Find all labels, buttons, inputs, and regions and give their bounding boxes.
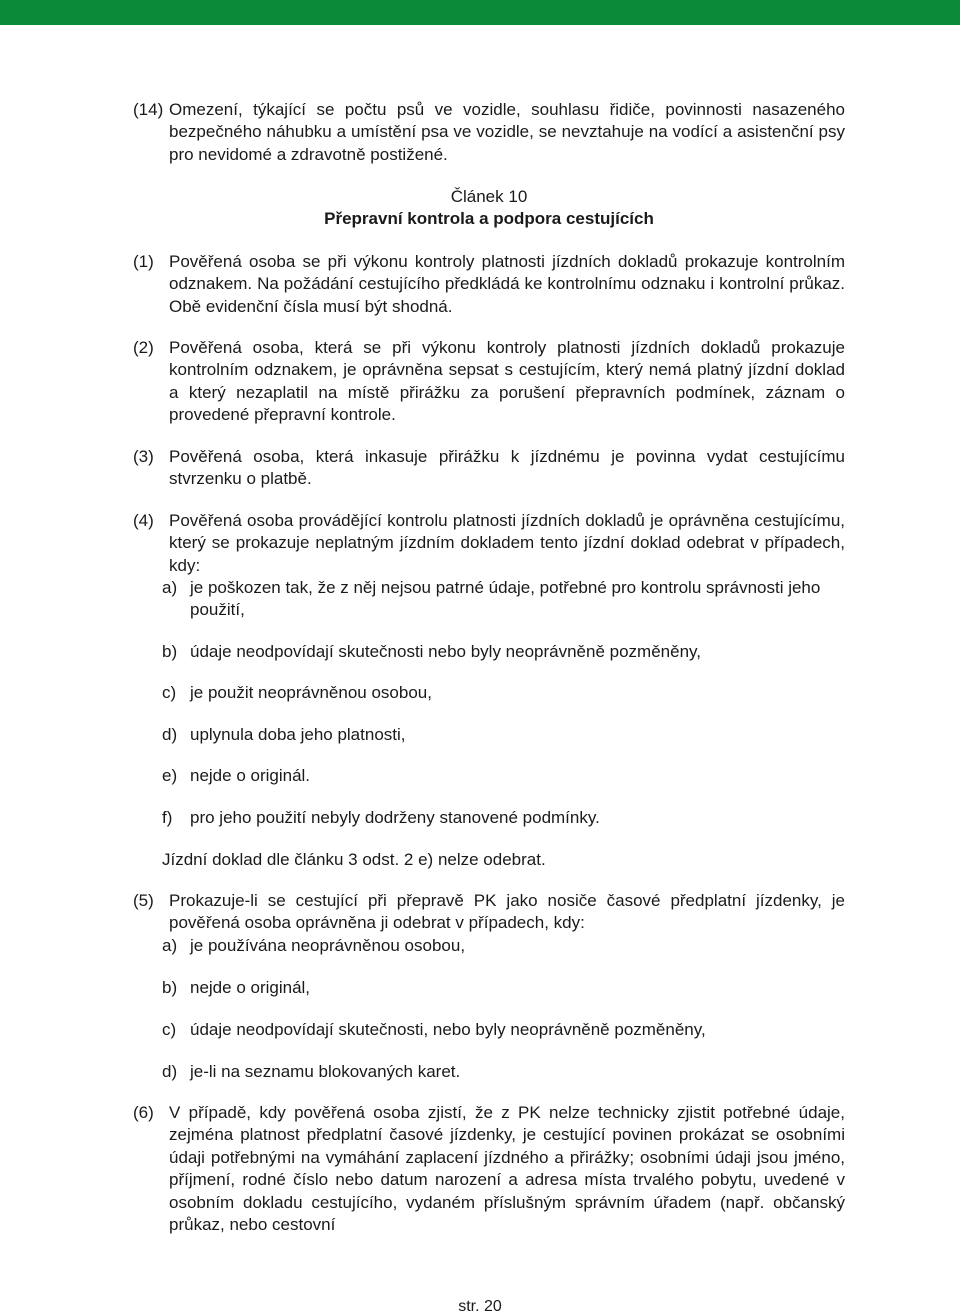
list-text: je používána neoprávněnou osobou, <box>190 936 466 955</box>
list-item <box>162 1061 846 1083</box>
paragraph-text: Pověřená osoba provádějící kontrolu platnosti jízdních dokladů je oprávněna cestujícímu, který se prokazuje neplatným jízdním dokladem tento jízdní doklad odebrat v případech, kdy: <box>169 511 845 575</box>
paragraph-text: Pověřená osoba, která se při výkonu kontroly platnosti jízdních dokladů prokazuje kontrolním odznakem, je oprávněna sepsat s cestujícím, který nemá platný jízdní doklad a který nezaplatil na místě přirážku za porušení přepravních podmínek, záznam o provedené přepravní kontrole. <box>169 338 845 425</box>
list-item <box>162 1019 846 1041</box>
paragraph-text: Pověřená osoba se při výkonu kontroly platnosti jízdních dokladů prokazuje kontrolním odznakem. Na požádání cestujícího předkládá ke kontrolnímu odznaku i kontrolní průkaz. Obě evidenční čísla musí být shodná. <box>169 252 845 316</box>
list-text: údaje neodpovídají skutečnosti, nebo byly neoprávněně pozměněny, <box>190 1020 706 1039</box>
list-item <box>162 935 846 957</box>
paragraph-number: (4) <box>133 511 154 530</box>
list-letter: f) <box>162 808 173 827</box>
paragraph-number: (1) <box>133 252 154 271</box>
list-text: nejde o originál. <box>190 766 311 785</box>
paragraph-note: Jízdní doklad dle článku 3 odst. 2 e) nelze odebrat. <box>162 850 546 869</box>
list-item <box>162 807 846 829</box>
page-number: str. 20 <box>458 1298 502 1315</box>
list-letter: c) <box>162 1020 177 1039</box>
paragraph-number: (14) <box>133 100 164 119</box>
paragraph-5 <box>133 890 845 935</box>
list-text: je poškozen tak, že z něj nejsou patrné údaje, potřebné pro kontrolu správnosti jeho použití, <box>190 578 821 620</box>
paragraph-text: Pověřená osoba, která inkasuje přirážku k jízdnému je povinna vydat cestujícímu stvrzenku o platbě. <box>169 447 845 489</box>
paragraph-text: Prokazuje-li se cestující při přepravě PK jako nosiče časové předplatní jízdenky, je pověřená osoba oprávněna ji odebrat v případech, kdy: <box>169 891 845 933</box>
list-text: pro jeho použití nebyly dodrženy stanovené podmínky. <box>190 808 600 827</box>
article-title: Článek 10 <box>450 187 528 206</box>
paragraph-14 <box>133 99 845 166</box>
list-text: údaje neodpovídají skutečnosti nebo byly neoprávněně pozměněny, <box>190 642 701 661</box>
article-subtitle: Přepravní kontrola a podpora cestujících <box>324 209 654 229</box>
list-letter: a) <box>162 936 178 955</box>
list-letter: b) <box>162 978 178 997</box>
paragraph-number: (6) <box>133 1103 154 1122</box>
paragraph-number: (3) <box>133 447 154 466</box>
list-item <box>162 682 846 704</box>
list-letter: c) <box>162 683 177 702</box>
paragraph-number: (2) <box>133 338 154 357</box>
list-letter: d) <box>162 725 178 744</box>
list-text: nejde o originál, <box>190 978 311 997</box>
list-item <box>162 641 846 663</box>
paragraph-text: Omezení, týkající se počtu psů ve vozidle, souhlasu řidiče, povinnosti nasazeného bezpečného náhubku a umístění psa ve vozidle, se nevztahuje na vodící a asistenční psy pro nevidomé a zdravotně postižené. <box>169 100 845 164</box>
paragraph-text: V případě, kdy pověřená osoba zjistí, že z PK nelze technicky zjistit potřebné údaje, zejména platnost předplatní časové jízdenky, je cestující povinen prokázat se osobními údaji potřebnými na vymáhání zaplacení jízdného a přirážky; osobními údaji jsou jméno, příjmení, rodné číslo nebo datum narození a adresa místa trvalého pobytu, uvedené v osobním dokladu cestujícího, vydaném příslušným správním úřadem (např. občanský průkaz, nebo cestovní <box>169 1103 845 1235</box>
list-text: je-li na seznamu blokovaných karet. <box>190 1062 461 1081</box>
article-heading <box>133 186 845 231</box>
paragraph-4 <box>133 510 845 577</box>
list-item <box>162 765 846 787</box>
list-item <box>162 724 846 746</box>
list-text: uplynula doba jeho platnosti, <box>190 725 406 744</box>
paragraph-number: (5) <box>133 891 154 910</box>
list-letter: d) <box>162 1062 178 1081</box>
list-item <box>162 977 846 999</box>
paragraph-2 <box>133 337 845 427</box>
list-letter: b) <box>162 642 178 661</box>
paragraph-3 <box>133 446 845 491</box>
list-letter: a) <box>162 578 178 597</box>
list-letter: e) <box>162 766 178 785</box>
paragraph-1 <box>133 251 845 318</box>
paragraph-6 <box>133 1102 845 1236</box>
list-item <box>162 577 846 622</box>
list-text: je použit neoprávněnou osobou, <box>190 683 432 702</box>
